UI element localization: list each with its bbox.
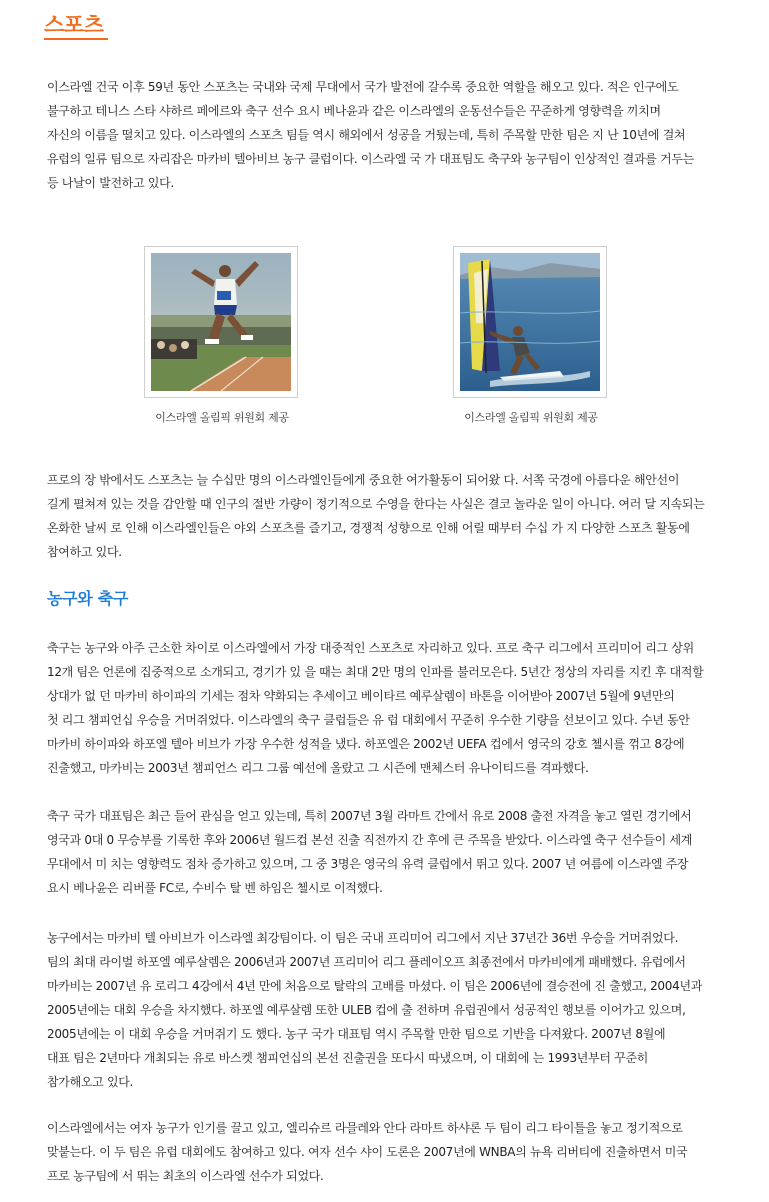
photo-long-jump	[144, 246, 298, 398]
paragraph-line: 요시 베나윤은 리버풀 FC로, 수비수 탈 벤 하임은 첼시로 이적했다.	[47, 881, 383, 895]
paragraph-line: 이스라엘에서는 여자 농구가 인기를 끌고 있고, 엘리슈르 라믈레와 안다 라마트 하샤론 두 팀이 리그 타이틀을 놓고 정기적으로	[47, 1121, 683, 1135]
paragraph-line: 프로 농구팀에 서 뛰는 최초의 이스라엘 선수가 되었다.	[47, 1169, 324, 1183]
paragraph-line: 온화한 날씨 로 인해 이스라엘인들은 야외 스포츠를 즐기고, 경쟁적 성향으로 인해 어릴 때부터 수십 가 지 다양한 스포츠 활동에	[47, 521, 690, 535]
paragraph-line: 프로의 장 밖에서도 스포츠는 늘 수십만 명의 이스라엘인들에게 중요한 여가활동이 되어왔 다. 서쪽 국경에 아름다운 해안선이	[47, 473, 680, 487]
paragraph-line: 첫 리그 챔피언십 우승을 거머쥐었다. 이스라엘의 축구 클럽들은 유 럽 대회에서 꾸준히 우수한 기량을 선보이고 있다. 수년 동안	[47, 713, 690, 727]
paragraph-line: 진출했고, 마카비는 2003년 챔피언스 리그 그룹 예선에 올랐고 그 시즌에 맨체스터 유나이티드를 격파했다.	[47, 761, 589, 775]
leisure-paragraph	[47, 468, 763, 564]
national-football-paragraph	[47, 804, 763, 900]
page-title: 스포츠	[44, 13, 104, 37]
paragraph-line: 12개 팀은 언론에 집중적으로 소개되고, 경기가 있 을 때는 최대 2만 명의 인파를 불러모은다. 5년간 정상의 자리를 지킨 후 대적할	[47, 665, 704, 679]
paragraph-line: 팀의 최대 라이벌 하포엘 예루살렘은 2006년과 2007년 프리미어 리그 플레이오프 최종전에서 마카비에게 패배했다. 유럽에서	[47, 955, 686, 969]
paragraph-line: 영국과 0대 0 무승부를 기록한 후와 2006년 월드컵 본선 진출 직전까지 간 후에 큰 주목을 받았다. 이스라엘 축구 선수들이 세계	[47, 833, 693, 847]
paragraph-line: 이스라엘 건국 이후 59년 동안 스포츠는 국내와 국제 무대에서 국가 발전에 갈수록 중요한 역할을 해오고 있다. 적은 인구에도	[47, 80, 679, 94]
paragraph-line: 길게 펼쳐져 있는 것을 감안할 때 인구의 절반 가량이 정기적으로 수영을 한다는 사실은 결코 놀라운 일이 아니다. 여러 달 지속되는	[47, 497, 705, 511]
photo-caption: 이스라엘 올림픽 위원회 제공	[464, 411, 598, 424]
title-underline	[44, 38, 108, 40]
paragraph-line: 등 나날이 발전하고 있다.	[47, 176, 174, 190]
long-jump-image	[151, 253, 291, 391]
paragraph-line: 마카비는 2007년 유 로리그 4강에서 4년 만에 처음으로 탈락의 고배를 마셨다. 이 팀은 2006년에 결승전에 진 출했고, 2004년과	[47, 979, 703, 993]
photo-caption: 이스라엘 올림픽 위원회 제공	[155, 411, 289, 424]
section-heading: 농구와 축구	[47, 589, 129, 608]
paragraph-line: 불구하고 테니스 스타 샤하르 페에르와 축구 선수 요시 베나윤과 같은 이스라엘의 운동선수들은 꾸준하게 영향력을 끼치며	[47, 104, 661, 118]
paragraph-line: 상대가 없 던 마카비 하이파의 기세는 점차 약화되는 추세이고 베이타르 예루살렘이 바톤을 이어받아 2007년 5월에 9년만의	[47, 689, 675, 703]
paragraph-line: 축구는 농구와 아주 근소한 차이로 이스라엘에서 가장 대중적인 스포츠로 자리하고 있다. 프로 축구 리그에서 프리미어 리그 상위	[47, 641, 694, 655]
paragraph-line: 2005년에는 대회 우승을 차지했다. 하포엘 예루살렘 또한 ULEB 컵에 출 전하며 유럽권에서 성공적인 행보를 이어가고 있으며,	[47, 1003, 686, 1017]
paragraph-line: 축구 국가 대표팀은 최근 들어 관심을 얻고 있는데, 특히 2007년 3월 라마트 간에서 유로 2008 출전 자격을 놓고 열린 경기에서	[47, 809, 692, 823]
football-paragraph	[47, 636, 763, 780]
paragraph-line: 참가해오고 있다.	[47, 1075, 134, 1089]
paragraph-line: 2005년에는 이 대회 우승을 거머쥐기 도 했다. 농구 국가 대표팀 역시 주목할 만한 팀으로 기반을 다져왔다. 2007년 8월에	[47, 1027, 666, 1041]
womens-basketball-paragraph	[47, 1116, 763, 1188]
paragraph-line: 마카비 하이파와 하포엘 텔아 비브가 가장 우수한 성적을 냈다. 하포엘은 2002년 UEFA 컵에서 영국의 강호 첼시를 꺾고 8강에	[47, 737, 685, 751]
photo-windsurf	[453, 246, 607, 398]
paragraph-line: 참여하고 있다.	[47, 545, 122, 559]
windsurf-image	[460, 253, 600, 391]
paragraph-line: 무대에서 미 치는 영향력도 점차 증가하고 있으며, 그 중 3명은 영국의 유력 클럽에서 뛰고 있다. 2007 년 여름에 이스라엘 주장	[47, 857, 689, 871]
paragraph-line: 대표 팀은 2년마다 개최되는 유로 바스켓 챔피언십의 본선 진출권을 또다시 따냈으며, 이 대회에 는 1993년부터 꾸준히	[47, 1051, 649, 1065]
intro-paragraph	[47, 75, 763, 195]
basketball-paragraph	[47, 926, 763, 1094]
paragraph-line: 농구에서는 마카비 텔 아비브가 이스라엘 최강팀이다. 이 팀은 국내 프리미어 리그에서 지난 37년간 36번 우승을 거머쥐었다.	[47, 931, 679, 945]
paragraph-line: 유럽의 일류 팀으로 자리잡은 마카비 텔아비브 농구 클럽이다. 이스라엘 국 가 대표팀도 축구와 농구팀이 인상적인 결과를 거두는	[47, 152, 694, 166]
paragraph-line: 맞붙는다. 이 두 팀은 유럽 대회에도 참여하고 있다. 여자 선수 샤이 도론은 2007년에 WNBA의 뉴욕 리버티에 진출하면서 미국	[47, 1145, 688, 1159]
paragraph-line: 자신의 이름을 떨치고 있다. 이스라엘의 스포츠 팀들 역시 해외에서 성공을 거뒀는데, 특히 주목할 만한 팀은 지 난 10년에 걸쳐	[47, 128, 686, 142]
